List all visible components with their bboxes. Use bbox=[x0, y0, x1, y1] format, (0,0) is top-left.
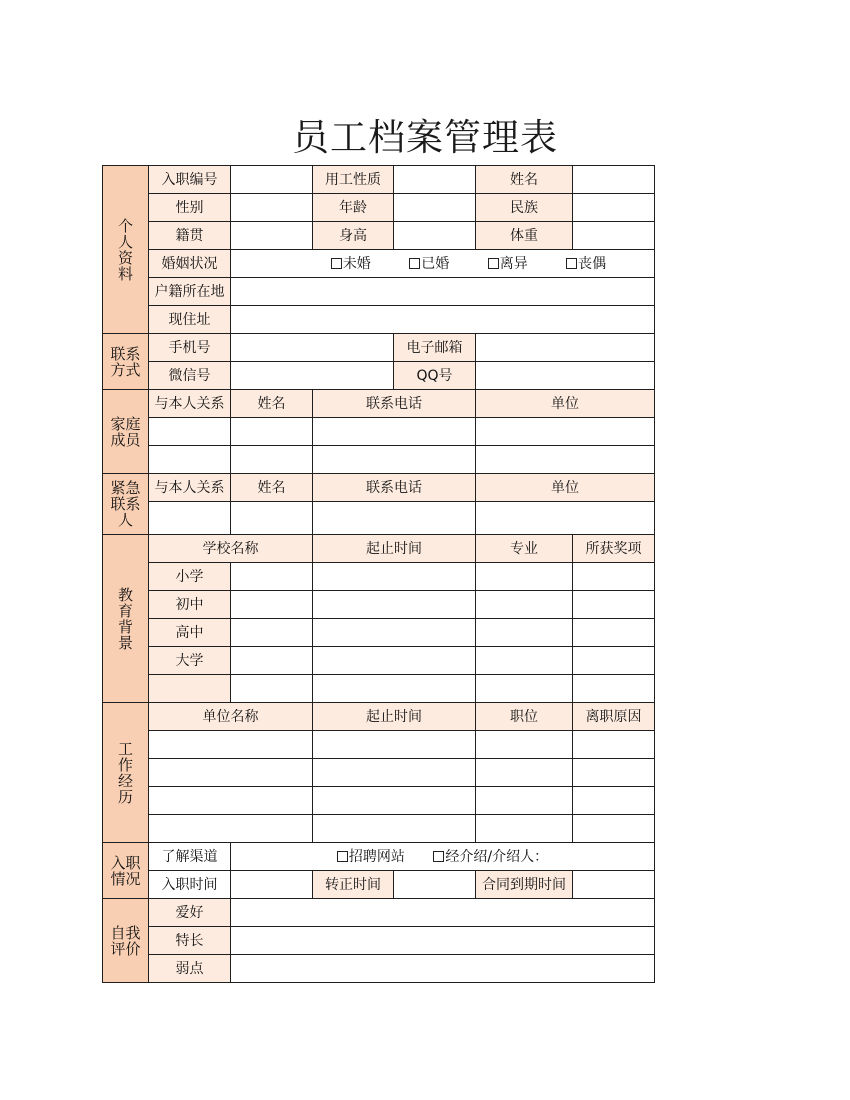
field-mobile[interactable] bbox=[231, 334, 394, 362]
checkbox-empty-icon[interactable] bbox=[409, 258, 420, 269]
header-family-name: 姓名 bbox=[231, 390, 313, 418]
field-native-place[interactable] bbox=[231, 222, 313, 250]
checkbox-empty-icon[interactable] bbox=[331, 258, 342, 269]
field-strength[interactable] bbox=[231, 927, 655, 955]
channel-options bbox=[231, 843, 655, 871]
label-entry-time: 入职时间 bbox=[149, 871, 231, 899]
table-row bbox=[103, 446, 655, 474]
header-work-period: 起止时间 bbox=[313, 703, 476, 731]
section-education: 教育背景 bbox=[103, 535, 149, 703]
label-name: 姓名 bbox=[476, 166, 573, 194]
table-row bbox=[103, 815, 655, 843]
section-personal: 个人资料 bbox=[103, 166, 149, 334]
option-widowed[interactable]: 丧偶 bbox=[566, 256, 606, 272]
marital-options bbox=[231, 250, 655, 278]
option-unmarried[interactable]: 未婚 bbox=[331, 256, 371, 272]
label-ethnicity: 民族 bbox=[476, 194, 573, 222]
table-row bbox=[103, 619, 655, 647]
option-recruit-site[interactable]: 招聘网站 bbox=[337, 849, 405, 865]
label-weakness: 弱点 bbox=[149, 955, 231, 983]
field-hobby[interactable] bbox=[231, 899, 655, 927]
label-wechat: 微信号 bbox=[149, 362, 231, 390]
header-major: 专业 bbox=[476, 535, 573, 563]
header-company: 单位名称 bbox=[149, 703, 313, 731]
label-qq: QQ号 bbox=[394, 362, 476, 390]
label-age: 年龄 bbox=[313, 194, 394, 222]
label-height: 身高 bbox=[313, 222, 394, 250]
field-employment-type[interactable] bbox=[394, 166, 476, 194]
header-family-employer: 单位 bbox=[476, 390, 655, 418]
header-awards: 所获奖项 bbox=[573, 535, 655, 563]
field-weakness[interactable] bbox=[231, 955, 655, 983]
section-family: 家庭成员 bbox=[103, 390, 149, 474]
section-contact: 联系方式 bbox=[103, 334, 149, 390]
header-emergency-employer: 单位 bbox=[476, 474, 655, 502]
field-household-location[interactable] bbox=[231, 278, 655, 306]
field-wechat[interactable] bbox=[231, 362, 394, 390]
label-strength: 特长 bbox=[149, 927, 231, 955]
field-regular-time[interactable] bbox=[394, 871, 476, 899]
table-row bbox=[103, 502, 655, 535]
label-university: 大学 bbox=[149, 647, 231, 675]
checkbox-empty-icon[interactable] bbox=[488, 258, 499, 269]
field-gender[interactable] bbox=[231, 194, 313, 222]
label-hobby: 爱好 bbox=[149, 899, 231, 927]
option-referral[interactable]: 经介绍/介绍人： bbox=[433, 849, 548, 865]
table-row bbox=[103, 418, 655, 446]
section-work: 工作经历 bbox=[103, 703, 149, 843]
field-entry-time[interactable] bbox=[231, 871, 313, 899]
label-employment-type: 用工性质 bbox=[313, 166, 394, 194]
field-name[interactable] bbox=[573, 166, 655, 194]
form-title: 员工档案管理表 bbox=[292, 116, 558, 159]
field-age[interactable] bbox=[394, 194, 476, 222]
label-native-place: 籍贯 bbox=[149, 222, 231, 250]
label-primary-school: 小学 bbox=[149, 563, 231, 591]
label-mobile: 手机号 bbox=[149, 334, 231, 362]
table-row bbox=[103, 787, 655, 815]
label-high-school: 高中 bbox=[149, 619, 231, 647]
label-weight: 体重 bbox=[476, 222, 573, 250]
header-emergency-phone: 联系电话 bbox=[313, 474, 476, 502]
section-onboarding: 入职情况 bbox=[103, 843, 149, 899]
field-contract-end[interactable] bbox=[573, 871, 655, 899]
header-family-phone: 联系电话 bbox=[313, 390, 476, 418]
label-marital-status: 婚姻状况 bbox=[149, 250, 231, 278]
table-row bbox=[103, 591, 655, 619]
field-entry-no[interactable] bbox=[231, 166, 313, 194]
label-gender: 性别 bbox=[149, 194, 231, 222]
label-entry-no: 入职编号 bbox=[149, 166, 231, 194]
header-family-relation: 与本人关系 bbox=[149, 390, 231, 418]
field-current-address[interactable] bbox=[231, 306, 655, 334]
label-contract-end: 合同到期时间 bbox=[476, 871, 573, 899]
field-weight[interactable] bbox=[573, 222, 655, 250]
field-qq[interactable] bbox=[476, 362, 655, 390]
label-household-location: 户籍所在地 bbox=[149, 278, 231, 306]
header-position: 职位 bbox=[476, 703, 573, 731]
employee-file-form bbox=[102, 165, 655, 983]
label-channel: 了解渠道 bbox=[149, 843, 231, 871]
field-email[interactable] bbox=[476, 334, 655, 362]
option-divorced[interactable]: 离异 bbox=[488, 256, 528, 272]
label-email: 电子邮箱 bbox=[394, 334, 476, 362]
label-current-address: 现住址 bbox=[149, 306, 231, 334]
header-edu-period: 起止时间 bbox=[313, 535, 476, 563]
table-row bbox=[103, 563, 655, 591]
option-married[interactable]: 已婚 bbox=[409, 256, 449, 272]
table-row bbox=[103, 759, 655, 787]
checkbox-empty-icon[interactable] bbox=[566, 258, 577, 269]
header-emergency-name: 姓名 bbox=[231, 474, 313, 502]
checkbox-empty-icon[interactable] bbox=[433, 851, 444, 862]
section-self-eval: 自我评价 bbox=[103, 899, 149, 983]
field-ethnicity[interactable] bbox=[573, 194, 655, 222]
label-edu-extra bbox=[149, 675, 231, 703]
checkbox-empty-icon[interactable] bbox=[337, 851, 348, 862]
header-leave-reason: 离职原因 bbox=[573, 703, 655, 731]
header-emergency-relation: 与本人关系 bbox=[149, 474, 231, 502]
header-school: 学校名称 bbox=[149, 535, 313, 563]
section-emergency: 紧急联系人 bbox=[103, 474, 149, 535]
table-row bbox=[103, 647, 655, 675]
table-row bbox=[103, 731, 655, 759]
label-regular-time: 转正时间 bbox=[313, 871, 394, 899]
field-height[interactable] bbox=[394, 222, 476, 250]
label-middle-school: 初中 bbox=[149, 591, 231, 619]
table-row bbox=[103, 675, 655, 703]
